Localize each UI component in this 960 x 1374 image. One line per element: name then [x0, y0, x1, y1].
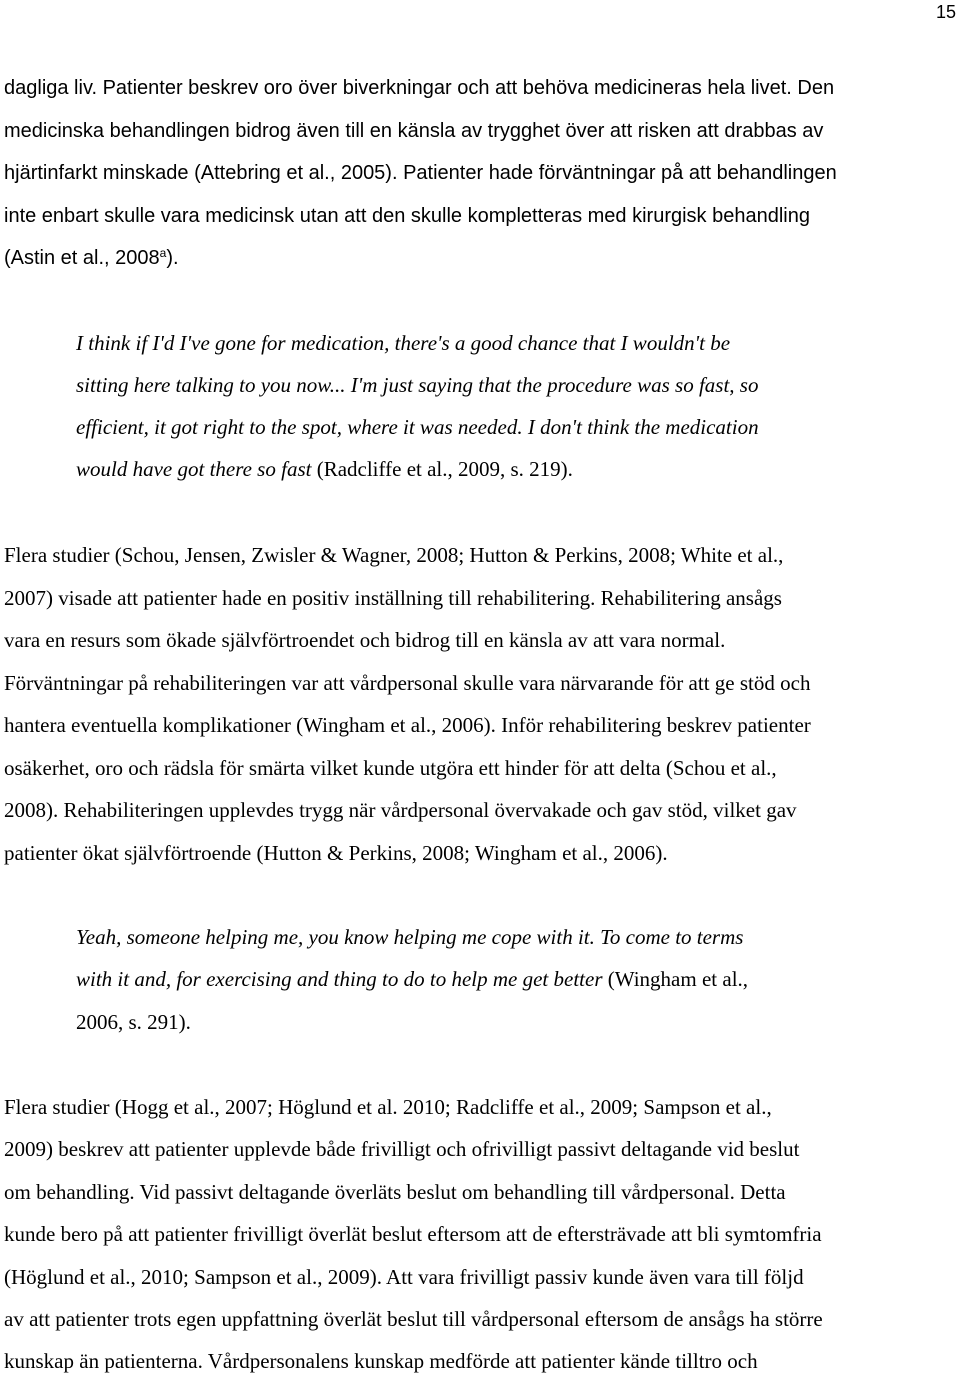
para1-line-2: medicinska behandlingen bidrog även till en känsla av trygghet över att risken att drabbas av: [4, 120, 824, 142]
para2-line-2: 2007) visade att patienter hade en positiv inställning till rehabilitering. Rehabilitering ansågs: [4, 586, 782, 610]
quote2-line-2: [76, 966, 748, 992]
para2-line-3: vara en resurs som ökade självförtroendet och bidrog till en känsla av att vara normal.: [4, 628, 726, 652]
quote1-line-4: [76, 456, 573, 482]
para3-line-1: Flera studier (Hogg et al., 2007; Höglund et al. 2010; Radcliffe et al., 2009; Sampson et al.,: [4, 1095, 772, 1119]
para3-line-7: kunskap än patienterna. Vårdpersonalens kunskap medförde att patienter kände tilltro och: [4, 1349, 758, 1373]
para3-line-2: 2009) beskrev att patienter upplevde både frivilligt och ofrivilligt passivt deltagande vid beslut: [4, 1137, 800, 1161]
quote1-line-2: sitting here talking to you now... I'm just saying that the procedure was so fast, so: [76, 373, 759, 397]
quote2-line-1: Yeah, someone helping me, you know helping me cope with it. To come to terms: [76, 925, 744, 949]
page-number: 15: [935, 2, 956, 22]
para1-line-5-end: ).: [166, 247, 179, 269]
quote2-line-3: 2006, s. 291).: [76, 1010, 191, 1034]
quote1-line-1: I think if I'd I've gone for medication, there's a good chance that I wouldn't be: [76, 331, 731, 355]
quote2-citation: (Wingham et al.,: [602, 967, 749, 991]
para3-line-5: (Höglund et al., 2010; Sampson et al., 2009). Att vara frivilligt passiv kunde även vara till följd: [4, 1265, 804, 1289]
quote1-line-4-italic: would have got there so fast: [76, 457, 312, 481]
para2-line-7: 2008). Rehabiliteringen upplevdes trygg när vårdpersonal övervakade och gav stöd, vilket gav: [4, 798, 797, 822]
para2-line-8: patienter ökat självförtroende (Hutton & Perkins, 2008; Wingham et al., 2006).: [4, 841, 668, 865]
para3-line-4: kunde bero på att patienter frivilligt överlät beslut eftersom att de eftersträvade att bli symtomfria: [4, 1222, 822, 1246]
para2-line-6: osäkerhet, oro och rädsla för smärta vilket kunde utgöra ett hinder för att delta (Schou et al.,: [4, 756, 777, 780]
para2-line-1: Flera studier (Schou, Jensen, Zwisler & Wagner, 2008; Hutton & Perkins, 2008; White et al.,: [4, 543, 784, 567]
para1-line-5: [4, 245, 179, 271]
superscript-a: a: [159, 246, 167, 260]
para2-line-5: hantera eventuella komplikationer (Wingham et al., 2006). Inför rehabilitering beskrev patienter: [4, 713, 811, 737]
para2-line-4: Förväntningar på rehabiliteringen var att vårdpersonal skulle vara närvarande för att ge stöd och: [4, 671, 811, 695]
quote1-citation: (Radcliffe et al., 2009, s. 219).: [311, 457, 573, 481]
para1-line-4: inte enbart skulle vara medicinsk utan att den skulle kompletteras med kirurgisk behandling: [4, 205, 810, 227]
quote1-line-3: efficient, it got right to the spot, where it was needed. I don't think the medication: [76, 415, 759, 439]
quote2-line-2-italic: with it and, for exercising and thing to do to help me get better: [76, 967, 603, 991]
para1-line-5-text: (Astin et al., 2008: [4, 247, 160, 269]
para1-line-1: dagliga liv. Patienter beskrev oro över biverkningar och att behöva medicineras hela livet. Den: [4, 77, 835, 99]
para1-line-3: hjärtinfarkt minskade (Attebring et al., 2005). Patienter hade förväntningar på att behandlingen: [4, 162, 837, 184]
para3-line-6: av att patienter trots egen uppfattning överlät beslut till vårdpersonal eftersom de ansågs ha större: [4, 1307, 823, 1331]
para3-line-3: om behandling. Vid passivt deltagande överläts beslut om behandling till vårdpersonal. Detta: [4, 1180, 786, 1204]
